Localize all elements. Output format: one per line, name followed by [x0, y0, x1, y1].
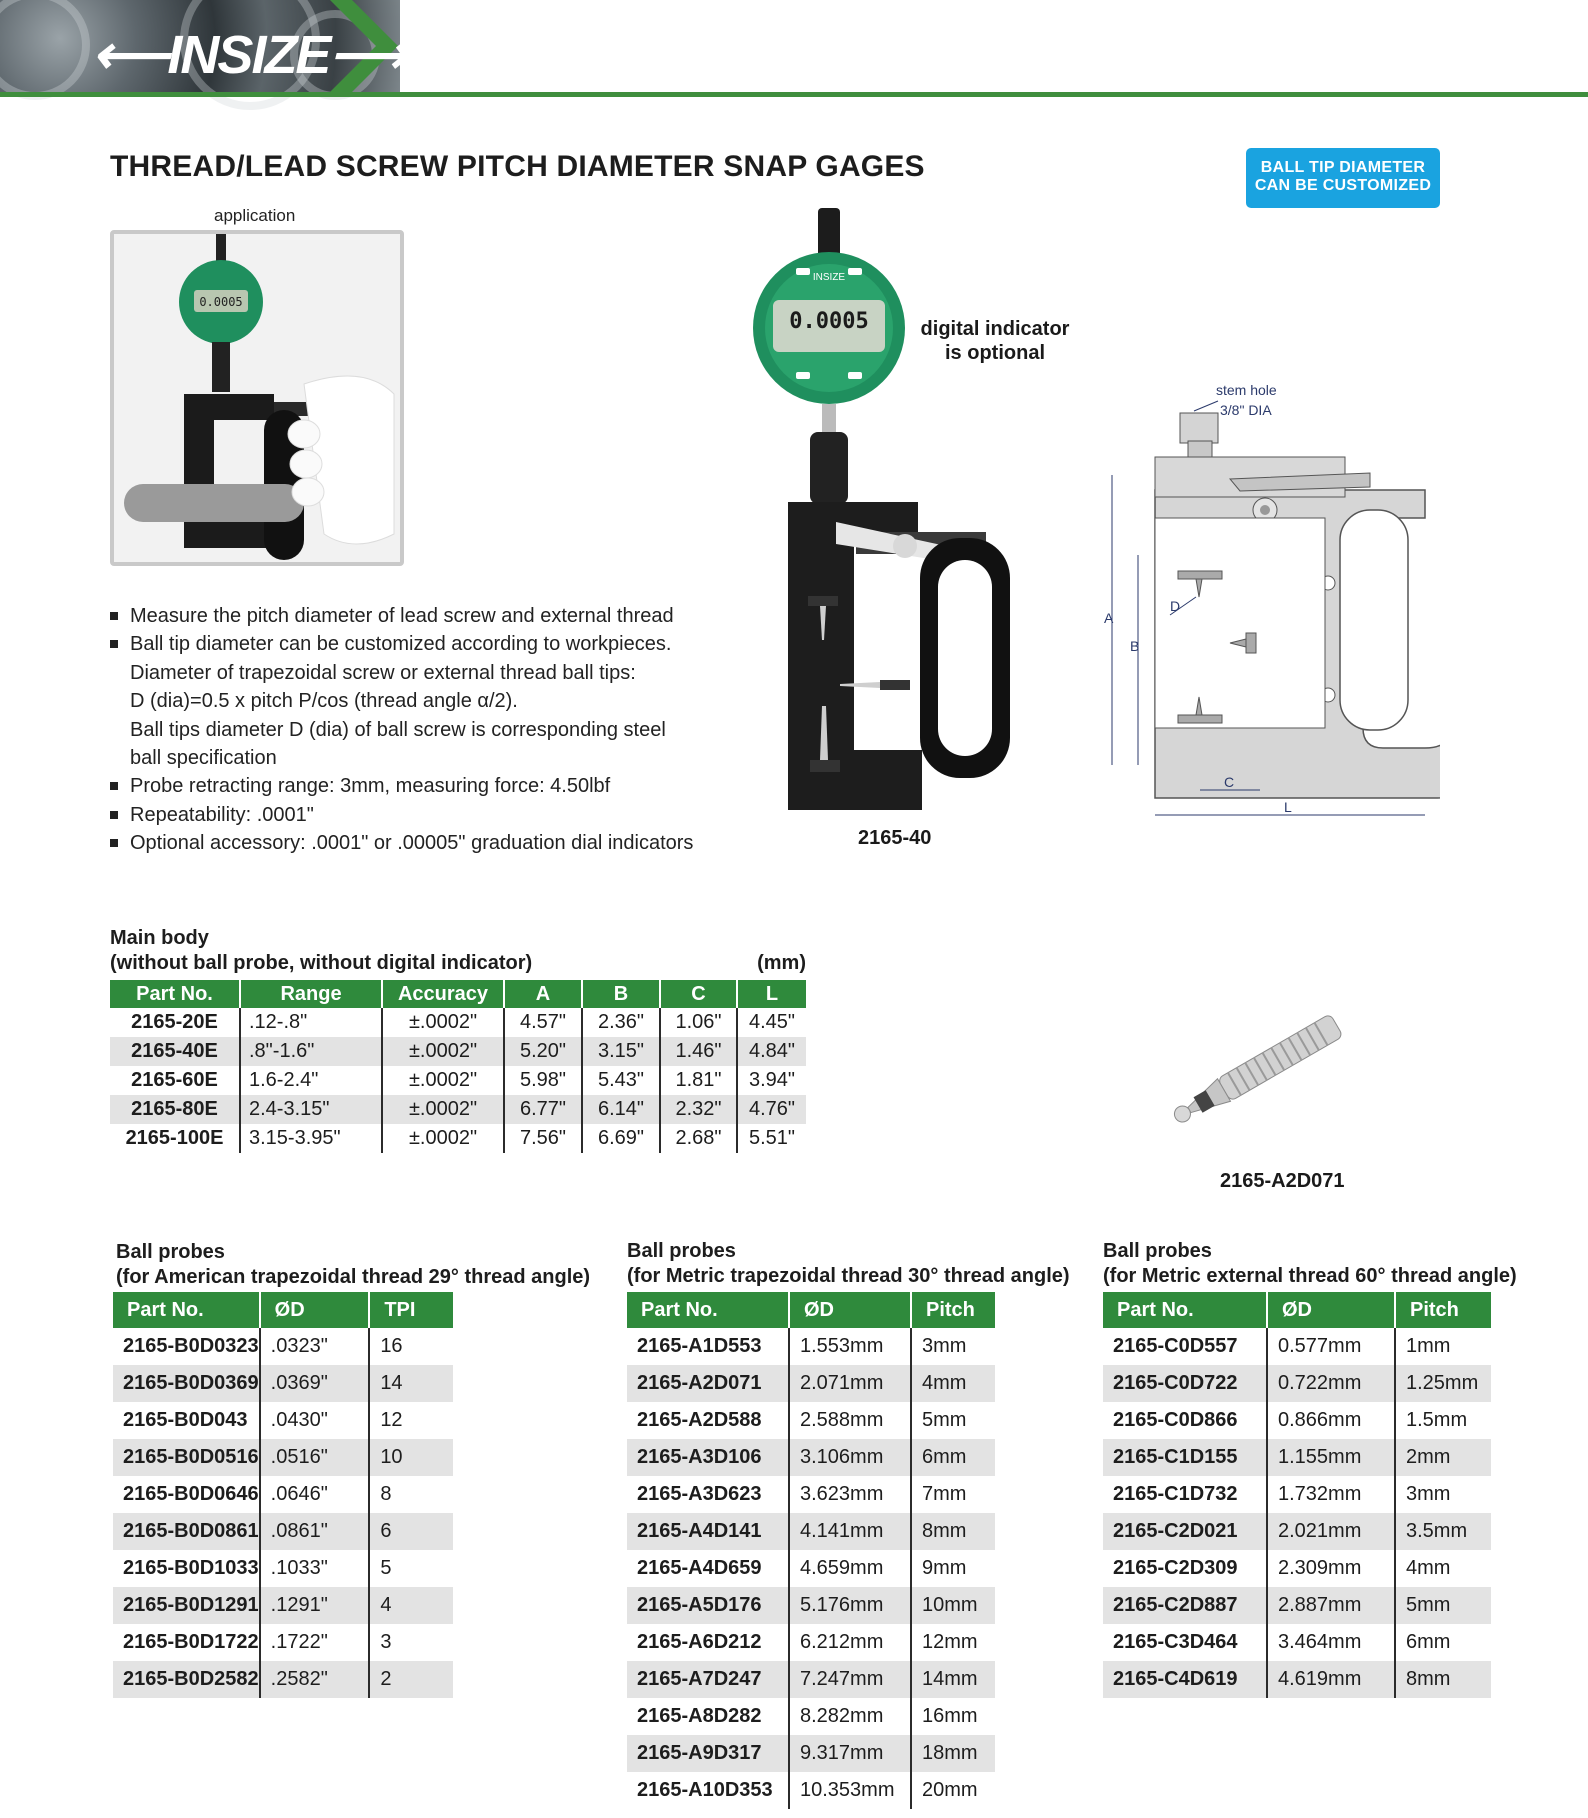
- table-row: [627, 1624, 995, 1661]
- svg-text:0.0005: 0.0005: [199, 295, 243, 309]
- part-number-cell: 2165-B0D1033: [113, 1550, 260, 1587]
- table-cell: .1291": [260, 1587, 370, 1624]
- table-cell: .0369": [260, 1365, 370, 1402]
- part-number-cell: 2165-C1D732: [1103, 1476, 1267, 1513]
- part-number-cell: 2165-C0D722: [1103, 1365, 1267, 1402]
- table-row: [1103, 1402, 1491, 1439]
- table-cell: 10.353mm: [789, 1772, 911, 1809]
- part-number-cell: 2165-A9D317: [627, 1735, 789, 1772]
- column-header: TPI: [369, 1292, 453, 1328]
- table-cell: 2.071mm: [789, 1365, 911, 1402]
- part-number-cell: 2165-A3D623: [627, 1476, 789, 1513]
- table-cell: 9.317mm: [789, 1735, 911, 1772]
- probe-table-title-american: Ball probes (for American trapezoidal thread 29° thread angle): [116, 1241, 591, 1288]
- column-header: ØD: [260, 1292, 370, 1328]
- table-cell: 4.141mm: [789, 1513, 911, 1550]
- table-row: [1103, 1587, 1491, 1624]
- table-cell: 6.69": [582, 1124, 660, 1153]
- table-cell: 6.212mm: [789, 1624, 911, 1661]
- table-cell: 2.588mm: [789, 1402, 911, 1439]
- column-header: Accuracy: [382, 980, 504, 1008]
- main-table-title: Main body (without ball probe, without digital indicator) (mm): [110, 927, 806, 974]
- table-cell: 2mm: [1395, 1439, 1491, 1476]
- feature-detail: ball specification: [130, 747, 277, 770]
- customization-badge: BALL TIP DIAMETER CAN BE CUSTOMIZED: [1246, 148, 1440, 208]
- table-cell: .8"-1.6": [240, 1037, 382, 1066]
- probe-model-label: 2165-A2D071: [1220, 1170, 1345, 1192]
- table-row: [110, 1008, 806, 1037]
- table-cell: 2.36": [582, 1008, 660, 1037]
- table-cell: 5mm: [1395, 1587, 1491, 1624]
- part-number-cell: 2165-A1D553: [627, 1328, 789, 1365]
- table-cell: 4.619mm: [1267, 1661, 1395, 1698]
- page-title: THREAD/LEAD SCREW PITCH DIAMETER SNAP GAGES: [110, 150, 925, 183]
- table-cell: 2.887mm: [1267, 1587, 1395, 1624]
- table-cell: 8mm: [911, 1513, 995, 1550]
- feature-item: Measure the pitch diameter of lead screw and external thread: [110, 602, 770, 630]
- table-cell: 5: [369, 1550, 453, 1587]
- table-row: [1103, 1476, 1491, 1513]
- header-rule: [0, 92, 1588, 97]
- table-row: [1103, 1624, 1491, 1661]
- feature-item: Probe retracting range: 3mm, measuring force: 4.50lbf: [110, 772, 770, 800]
- table-cell: 3.464mm: [1267, 1624, 1395, 1661]
- table-cell: 0.722mm: [1267, 1365, 1395, 1402]
- table-cell: 6mm: [1395, 1624, 1491, 1661]
- table-cell: 3.106mm: [789, 1439, 911, 1476]
- page-header: [0, 0, 1588, 98]
- part-number-cell: 2165-A6D212: [627, 1624, 789, 1661]
- table-cell: 6mm: [911, 1439, 995, 1476]
- svg-text:A: A: [1104, 610, 1114, 626]
- table-row: [627, 1402, 995, 1439]
- table-row: [627, 1587, 995, 1624]
- table-cell: ±.0002": [382, 1124, 504, 1153]
- table-row: [627, 1476, 995, 1513]
- part-number-cell: 2165-B0D0861: [113, 1513, 260, 1550]
- table-cell: 16mm: [911, 1698, 995, 1735]
- part-number-cell: 2165-B0D0646: [113, 1476, 260, 1513]
- table-row: [1103, 1550, 1491, 1587]
- table-cell: 3.15-3.95": [240, 1124, 382, 1153]
- table-cell: 3mm: [1395, 1476, 1491, 1513]
- part-number-cell: 2165-100E: [110, 1124, 240, 1153]
- part-number-cell: 2165-C2D309: [1103, 1550, 1267, 1587]
- table-cell: 12mm: [911, 1624, 995, 1661]
- table-cell: 1.46": [660, 1037, 737, 1066]
- table-row: [627, 1365, 995, 1402]
- table-cell: 4.76": [737, 1095, 806, 1124]
- part-number-cell: 2165-C2D887: [1103, 1587, 1267, 1624]
- table-cell: .1722": [260, 1624, 370, 1661]
- table-cell: 4.84": [737, 1037, 806, 1066]
- table-cell: 3.15": [582, 1037, 660, 1066]
- part-number-cell: 2165-B0D043: [113, 1402, 260, 1439]
- part-number-cell: 2165-60E: [110, 1066, 240, 1095]
- table-cell: ±.0002": [382, 1008, 504, 1037]
- part-number-cell: 2165-80E: [110, 1095, 240, 1124]
- table-cell: .12-.8": [240, 1008, 382, 1037]
- table-row: [627, 1661, 995, 1698]
- svg-text:B: B: [1130, 638, 1140, 654]
- feature-detail: D (dia)=0.5 x pitch P/cos (thread angle α/2).: [130, 690, 518, 713]
- table-header-row: [113, 1292, 453, 1328]
- part-number-cell: 2165-B0D0323: [113, 1328, 260, 1365]
- table-row: [1103, 1513, 1491, 1550]
- table-cell: 3: [369, 1624, 453, 1661]
- table-cell: 7.247mm: [789, 1661, 911, 1698]
- product-photo: [740, 200, 1100, 820]
- part-number-cell: 2165-20E: [110, 1008, 240, 1037]
- table-cell: .1033": [260, 1550, 370, 1587]
- part-number-cell: 2165-A2D588: [627, 1402, 789, 1439]
- table-cell: 4.45": [737, 1008, 806, 1037]
- table-cell: ±.0002": [382, 1095, 504, 1124]
- part-number-cell: 2165-A4D141: [627, 1513, 789, 1550]
- table-cell: 10: [369, 1439, 453, 1476]
- table-row: [627, 1772, 995, 1809]
- svg-text:stem hole: stem hole: [1216, 382, 1277, 398]
- table-cell: 5.98": [504, 1066, 582, 1095]
- table-row: [113, 1439, 453, 1476]
- table-cell: 6: [369, 1513, 453, 1550]
- table-cell: 2.4-3.15": [240, 1095, 382, 1124]
- application-photo: [110, 230, 404, 566]
- column-header: C: [660, 980, 737, 1008]
- table-row: [110, 1095, 806, 1124]
- table-row: [1103, 1328, 1491, 1365]
- part-number-cell: 2165-40E: [110, 1037, 240, 1066]
- table-cell: 2: [369, 1661, 453, 1698]
- table-cell: 3.94": [737, 1066, 806, 1095]
- table-cell: 1.06": [660, 1008, 737, 1037]
- part-number-cell: 2165-C4D619: [1103, 1661, 1267, 1698]
- table-row: [113, 1661, 453, 1698]
- table-cell: 1.553mm: [789, 1328, 911, 1365]
- feature-list: [110, 602, 770, 858]
- table-row: [113, 1587, 453, 1624]
- table-cell: 14mm: [911, 1661, 995, 1698]
- table-row: [627, 1439, 995, 1476]
- part-number-cell: 2165-A4D659: [627, 1550, 789, 1587]
- table-row: [113, 1513, 453, 1550]
- table-header-row: [110, 980, 806, 1008]
- part-number-cell: 2165-A5D176: [627, 1587, 789, 1624]
- ball-probe-table-american: [113, 1292, 453, 1698]
- column-header: Part No.: [110, 980, 240, 1008]
- feature-item: Ball tip diameter can be customized according to workpieces.: [110, 630, 770, 658]
- table-cell: 2.32": [660, 1095, 737, 1124]
- table-cell: 7mm: [911, 1476, 995, 1513]
- table-row: [113, 1402, 453, 1439]
- table-cell: 4mm: [1395, 1550, 1491, 1587]
- part-number-cell: 2165-C0D866: [1103, 1402, 1267, 1439]
- column-header: ØD: [1267, 1292, 1395, 1328]
- table-row: [113, 1476, 453, 1513]
- table-cell: 4.57": [504, 1008, 582, 1037]
- svg-text:INSIZE: INSIZE: [812, 272, 846, 283]
- table-cell: 5mm: [911, 1402, 995, 1439]
- feature-item: Repeatability: .0001": [110, 801, 770, 829]
- table-row: [627, 1550, 995, 1587]
- table-cell: 6.14": [582, 1095, 660, 1124]
- column-header: Part No.: [1103, 1292, 1267, 1328]
- column-header: Part No.: [113, 1292, 260, 1328]
- part-number-cell: 2165-B0D0516: [113, 1439, 260, 1476]
- feature-detail: Diameter of trapezoidal screw or external thread ball tips:: [130, 661, 636, 684]
- column-header: Part No.: [627, 1292, 789, 1328]
- ball-probe-photo: [1140, 1010, 1360, 1140]
- svg-text:0.0005: 0.0005: [789, 309, 869, 334]
- table-cell: 3.623mm: [789, 1476, 911, 1513]
- part-number-cell: 2165-C3D464: [1103, 1624, 1267, 1661]
- ball-probe-table-metric-external: [1103, 1292, 1491, 1698]
- table-row: [110, 1037, 806, 1066]
- column-header: Pitch: [911, 1292, 995, 1328]
- table-cell: .2582": [260, 1661, 370, 1698]
- table-row: [627, 1513, 995, 1550]
- product-model-label: 2165-40: [858, 827, 932, 849]
- table-cell: 5.176mm: [789, 1587, 911, 1624]
- table-cell: 1.81": [660, 1066, 737, 1095]
- table-cell: 8.282mm: [789, 1698, 911, 1735]
- column-header: Pitch: [1395, 1292, 1491, 1328]
- table-cell: 5.43": [582, 1066, 660, 1095]
- column-header: ØD: [789, 1292, 911, 1328]
- main-body-table: [110, 980, 806, 1153]
- table-cell: 18mm: [911, 1735, 995, 1772]
- table-cell: 3.5mm: [1395, 1513, 1491, 1550]
- table-cell: 4: [369, 1587, 453, 1624]
- part-number-cell: 2165-B0D1722: [113, 1624, 260, 1661]
- table-cell: 5.20": [504, 1037, 582, 1066]
- table-row: [113, 1328, 453, 1365]
- svg-text:C: C: [1224, 774, 1235, 790]
- part-number-cell: 2165-B0D1291: [113, 1587, 260, 1624]
- table-header-row: [627, 1292, 995, 1328]
- table-row: [1103, 1365, 1491, 1402]
- table-cell: 1.155mm: [1267, 1439, 1395, 1476]
- technical-drawing: [1100, 375, 1440, 825]
- column-header: A: [504, 980, 582, 1008]
- table-cell: .0430": [260, 1402, 370, 1439]
- table-cell: 10mm: [911, 1587, 995, 1624]
- part-number-cell: 2165-A10D353: [627, 1772, 789, 1809]
- table-cell: 7.56": [504, 1124, 582, 1153]
- feature-item: Optional accessory: .0001" or .00005" graduation dial indicators: [110, 829, 770, 857]
- table-row: [110, 1124, 806, 1153]
- table-row: [1103, 1661, 1491, 1698]
- ball-probe-table-metric-trapezoidal: [627, 1292, 995, 1809]
- part-number-cell: 2165-C0D557: [1103, 1328, 1267, 1365]
- main-table-unit: (mm): [757, 952, 806, 974]
- part-number-cell: 2165-C2D021: [1103, 1513, 1267, 1550]
- svg-text:D: D: [1170, 598, 1181, 614]
- table-row: [110, 1066, 806, 1095]
- svg-text:3/8" DIA: 3/8" DIA: [1220, 402, 1272, 418]
- table-cell: .0323": [260, 1328, 370, 1365]
- table-cell: 12: [369, 1402, 453, 1439]
- table-row: [627, 1698, 995, 1735]
- table-row: [113, 1624, 453, 1661]
- table-row: [627, 1735, 995, 1772]
- table-cell: 4mm: [911, 1365, 995, 1402]
- table-cell: 1.25mm: [1395, 1365, 1491, 1402]
- table-cell: 0.577mm: [1267, 1328, 1395, 1365]
- table-cell: ±.0002": [382, 1066, 504, 1095]
- table-cell: .0861": [260, 1513, 370, 1550]
- table-cell: 8mm: [1395, 1661, 1491, 1698]
- table-cell: ±.0002": [382, 1037, 504, 1066]
- table-cell: 3mm: [911, 1328, 995, 1365]
- table-header-row: [1103, 1292, 1491, 1328]
- table-cell: 4.659mm: [789, 1550, 911, 1587]
- table-cell: 0.866mm: [1267, 1402, 1395, 1439]
- part-number-cell: 2165-A2D071: [627, 1365, 789, 1402]
- probe-table-title-metric-external: Ball probes (for Metric external thread 60° thread angle): [1103, 1240, 1517, 1287]
- column-header: B: [582, 980, 660, 1008]
- table-cell: 16: [369, 1328, 453, 1365]
- table-cell: 5.51": [737, 1124, 806, 1153]
- table-row: [627, 1328, 995, 1365]
- application-label: application: [214, 206, 296, 225]
- part-number-cell: 2165-B0D0369: [113, 1365, 260, 1402]
- probe-table-title-metric-trapezoidal: Ball probes (for Metric trapezoidal thread 30° thread angle): [627, 1240, 1070, 1287]
- brand-logo: ⟵INSIZE⟶: [92, 25, 405, 85]
- table-cell: 2.68": [660, 1124, 737, 1153]
- feature-detail: Ball tips diameter D (dia) of ball screw is corresponding steel: [130, 718, 666, 741]
- column-header: L: [737, 980, 806, 1008]
- table-cell: 8: [369, 1476, 453, 1513]
- table-row: [113, 1365, 453, 1402]
- table-cell: 20mm: [911, 1772, 995, 1809]
- part-number-cell: 2165-A3D106: [627, 1439, 789, 1476]
- indicator-optional-note: digital indicator is optional: [920, 318, 1070, 364]
- table-row: [1103, 1439, 1491, 1476]
- table-cell: 1mm: [1395, 1328, 1491, 1365]
- part-number-cell: 2165-A7D247: [627, 1661, 789, 1698]
- table-cell: 14: [369, 1365, 453, 1402]
- svg-text:L: L: [1284, 799, 1292, 815]
- part-number-cell: 2165-A8D282: [627, 1698, 789, 1735]
- table-cell: 6.77": [504, 1095, 582, 1124]
- table-cell: .0516": [260, 1439, 370, 1476]
- part-number-cell: 2165-B0D2582: [113, 1661, 260, 1698]
- table-cell: 2.021mm: [1267, 1513, 1395, 1550]
- table-cell: 1.6-2.4": [240, 1066, 382, 1095]
- column-header: Range: [240, 980, 382, 1008]
- part-number-cell: 2165-C1D155: [1103, 1439, 1267, 1476]
- table-cell: 9mm: [911, 1550, 995, 1587]
- table-cell: 1.5mm: [1395, 1402, 1491, 1439]
- table-cell: 2.309mm: [1267, 1550, 1395, 1587]
- table-cell: .0646": [260, 1476, 370, 1513]
- table-cell: 1.732mm: [1267, 1476, 1395, 1513]
- table-row: [113, 1550, 453, 1587]
